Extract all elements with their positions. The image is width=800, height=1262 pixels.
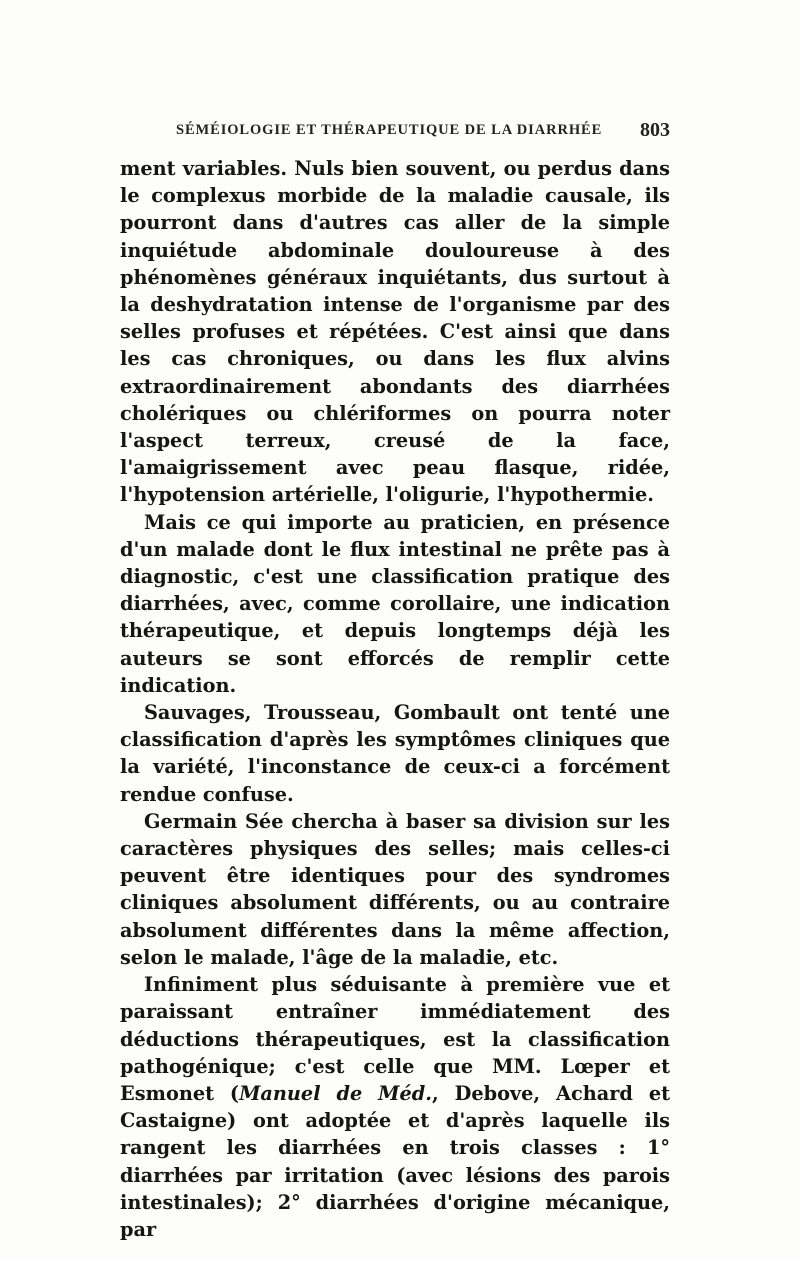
paragraph-2: Mais ce qui importe au praticien, en présence d'un malade dont le flux intestinal ne prête pas à diagnostic, c'est une classification pratique des diarrhées, avec, comme corollaire, une indication thérapeutique, et depuis longtemps déjà les auteurs se sont efforcés de remplir cette indication. <box>120 510 670 697</box>
paragraph-5 <box>120 971 670 1243</box>
running-title: SÉMÉIOLOGIE ET THÉRAPEUTIQUE DE LA DIARRHÉE <box>176 122 603 138</box>
paragraph-1: ment variables. Nuls bien souvent, ou perdus dans le complexus morbide de la maladie causale, ils pourront dans d'autres cas aller de la simple inquiétude abdominale douloureuse à des phénomènes généraux inquiétants, dus surtout à la deshydratation intense de l'organisme par des selles profuses et répétées. C'est ainsi que dans les cas chroniques, ou dans les flux alvins extraordinairement abondants des diarrhées cholériques ou chlériformes on pourra noter l'aspect terreux, creusé de la face, l'amaigrissement avec peau flasque, ridée, l'hypotension artérielle, l'oligurie, l'hypothermie. <box>120 157 670 507</box>
running-head <box>120 119 670 143</box>
paragraph-3: Sauvages, Trousseau, Gombault ont tenté une classification d'après les symptômes cliniques que la variété, l'inconstance de ceux-ci a forcément rendue confuse. <box>120 701 670 806</box>
paragraph-5-text-after: , Debove, Achard et Castaigne) ont adoptée et d'après laquelle ils rangent les diarrhées en trois classes : 1° diarrhées par irritation (avec lésions des parois intestinales); 2° diarrhées d'origine mécanique, par <box>120 1081 670 1241</box>
page-number: 803 <box>640 119 670 141</box>
reference-title: Manuel de Méd. <box>239 1081 432 1105</box>
body-text <box>120 155 670 1243</box>
paragraph-5-text-before: Infiniment plus séduisante à première vue et paraissant entraîner immédiatement des déductions thérapeutiques, est la classification pathogénique; c'est celle que MM. Lœper et Esmonet ( <box>120 973 670 1105</box>
paragraph-4: Germain Sée chercha à baser sa division sur les caractères physiques des selles; mais celles-ci peuvent être identiques pour des syndromes cliniques absolument différents, ou au contraire absolument différentes dans la même affection, selon le malade, l'âge de la maladie, etc. <box>120 809 670 969</box>
